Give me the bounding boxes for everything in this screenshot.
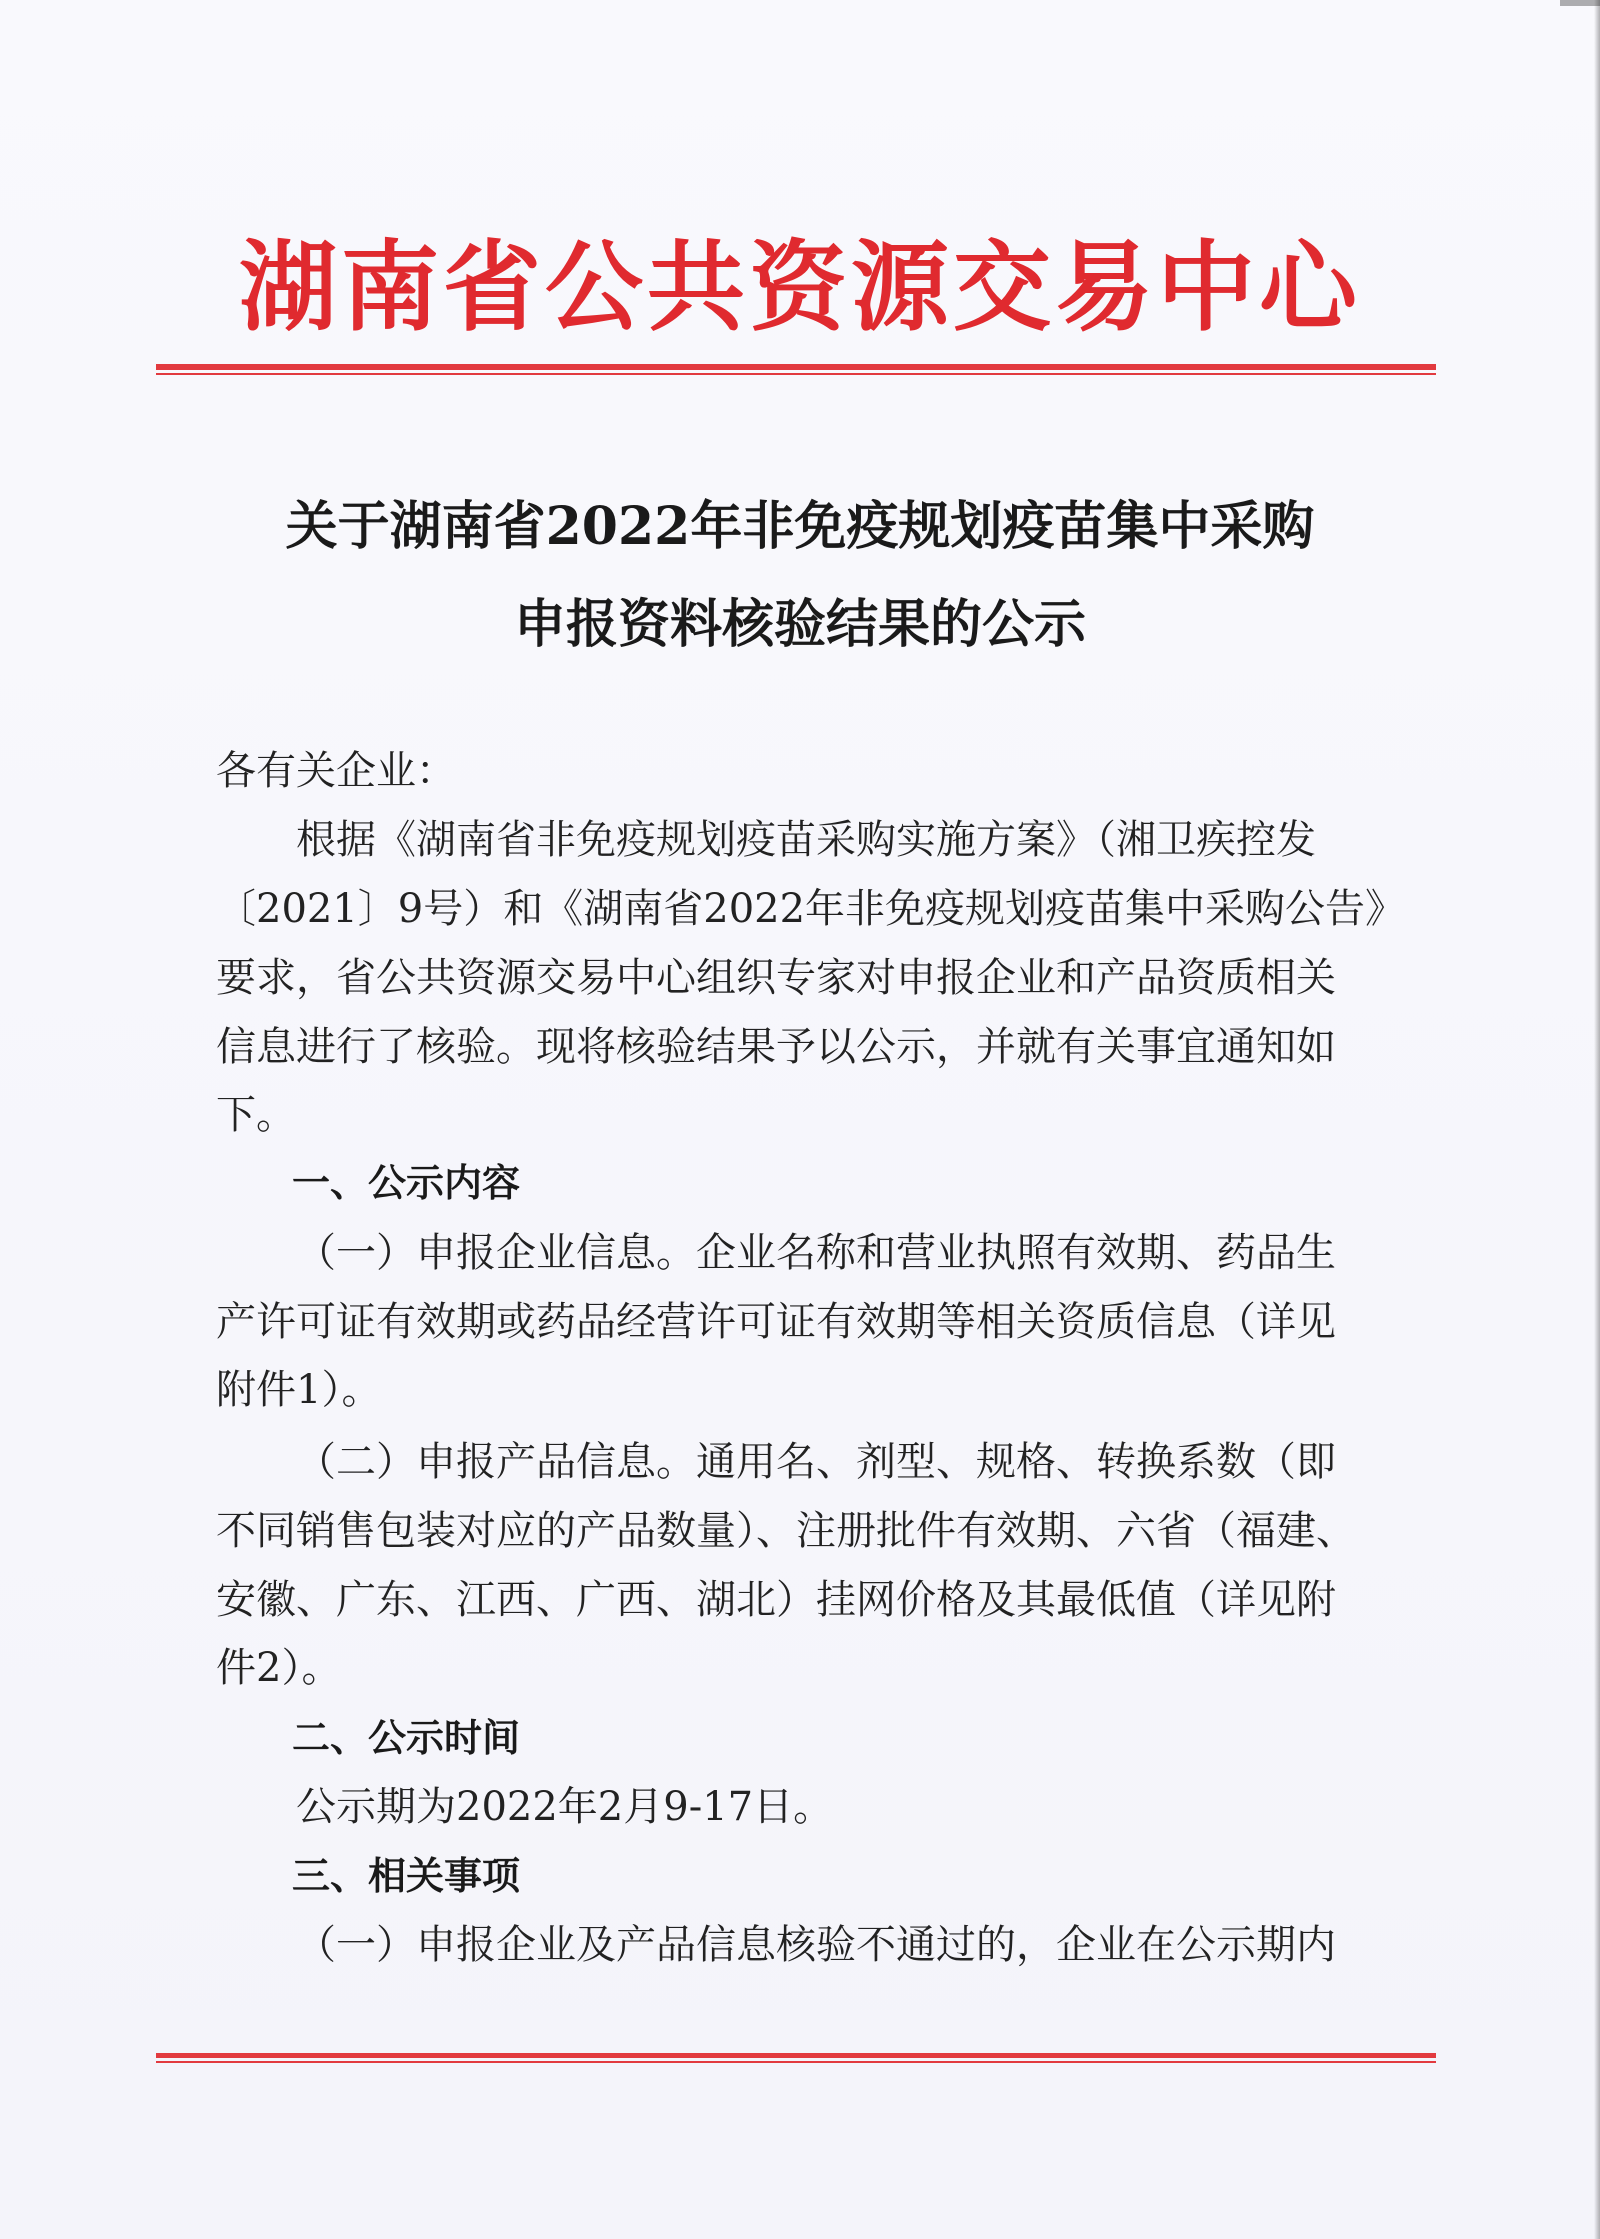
section1-item2-line: 不同销售包装对应的产品数量）、注册批件有效期、六省（福建、 xyxy=(216,1508,1356,1554)
section-heading-3: 三、相关事项 xyxy=(292,1854,521,1898)
masthead-organization-name: 湖南省公共资源交易中心 xyxy=(238,230,1361,345)
intro-line: 根据《湖南省非免疫规划疫苗采购实施方案》（湘卫疾控发 xyxy=(296,817,1316,863)
section1-item2-line: 安徽、广东、江西、广西、湖北）挂网价格及其最低值（详见附 xyxy=(216,1577,1336,1623)
section1-item2-line: 件2）。 xyxy=(216,1645,342,1691)
section-heading-2: 二、公示时间 xyxy=(292,1716,521,1760)
footer-red-rule-thick xyxy=(156,2053,1436,2058)
masthead-red-rule-thick xyxy=(156,364,1436,370)
intro-line: 下。 xyxy=(216,1092,296,1138)
section2-text: 公示期为2022年2月9-17日。 xyxy=(296,1784,834,1830)
section1-item1-line: （一）申报企业信息。企业名称和营业执照有效期、药品生 xyxy=(296,1230,1336,1276)
document-title-line-1: 关于湖南省2022年非免疫规划疫苗集中采购 xyxy=(285,496,1315,557)
intro-line: 要求，省公共资源交易中心组织专家对申报企业和产品资质相关 xyxy=(216,955,1336,1001)
document-title-line-2: 申报资料核验结果的公示 xyxy=(513,594,1086,655)
section3-item1-line: （一）申报企业及产品信息核验不通过的，企业在公示期内 xyxy=(296,1922,1336,1968)
intro-line: 信息进行了核验。现将核验结果予以公示，并就有关事宜通知如 xyxy=(216,1024,1336,1070)
section-heading-1: 一、公示内容 xyxy=(292,1161,521,1205)
footer-red-rule-thin xyxy=(156,2061,1436,2063)
intro-line: 〔2021〕9号）和《湖南省2022年非免疫规划疫苗集中采购公告》 xyxy=(216,886,1406,932)
section1-item2-line: （二）申报产品信息。通用名、剂型、规格、转换系数（即 xyxy=(296,1439,1336,1485)
section1-item1-line: 产许可证有效期或药品经营许可证有效期等相关资质信息（详见 xyxy=(216,1299,1336,1345)
section1-item1-line: 附件1）。 xyxy=(216,1367,382,1413)
scan-edge-corner xyxy=(1560,0,1600,6)
scan-edge-shadow xyxy=(1594,0,1600,2239)
masthead-red-rule-thin xyxy=(156,373,1436,375)
salutation: 各有关企业： xyxy=(216,748,456,794)
